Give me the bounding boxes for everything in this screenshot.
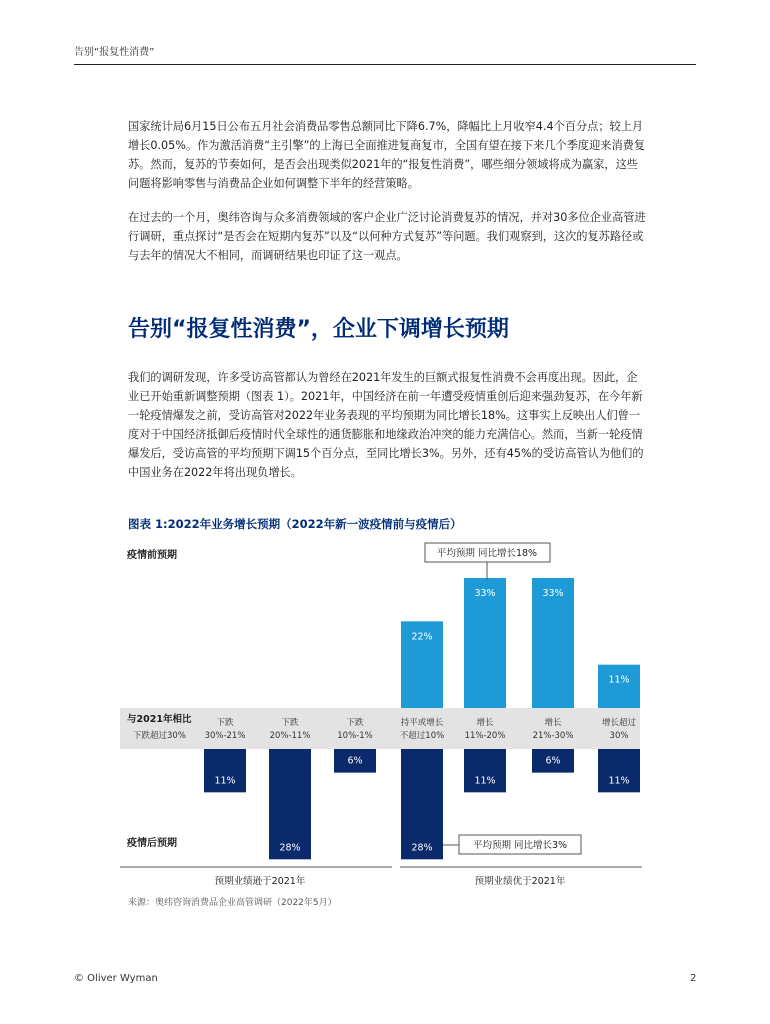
bar-before — [598, 665, 640, 708]
category-label: 30%-21% — [204, 731, 246, 741]
intro-paragraph-2: 在过去的一个月，奥纬咨询与众多消费领域的客户企业广泛讨论消费复苏的情况，并对30多位企业高管进行调研，重点探讨“是否会在短期内复苏”以及“以何种方式复苏”等问题。我们观察到，这次的复苏路径或与去年的情况大不相同，而调研结果也印证了这一观点。 — [128, 211, 646, 262]
source-note: 来源：奥纬咨询消费品企业高管调研（2022年5月） — [128, 898, 337, 908]
category-label: 10%-1% — [337, 731, 373, 741]
category-label: 增长 — [476, 718, 494, 728]
annotation-before-avg: 平均预期 同比增长18% — [436, 548, 538, 559]
axis-label: 与2021年相比 — [127, 714, 192, 725]
intro-paragraph-1: 国家统计局6月15日公布五月社会消费品零售总额同比下降6.7%，降幅比上月收窄4.4个百分点；较上月增长0.05%。作为激活消费“主引擎”的上海已全面推进复商复市，全国有望在接下来几个季度迎来消费复苏。然而，复苏的节奏如何，是否会出现类似2021年的“报复性消费”，哪些细分领域将成为赢家，这些问题将影响零售与消费品企业如何调整下半年的经营策略。 — [128, 120, 646, 190]
data-label-after: 28% — [411, 842, 433, 854]
body-paragraph: 我们的调研发现，许多受访高管都认为曾经在2021年发生的巨额式报复性消费不会再度出现。因此，企业已开始重新调整预期（图表 1）。2021年，中国经济在前一年遭受疫情重创后迎来强劲复苏，在今年新一轮疫情爆发之前，受访高管对2022年业务表现的平均预期为同比增长18%。这事实上反映出人们曾一度对于中国经济抵御后疫情时代全球性的通货膨胀和地缘政治冲突的能力充满信心。然而，当新一轮疫情爆发后，受访高管的平均预期下调15个百分点，至同比增长3%。另外，还有45%的受访高管认为他们的中国业务在2022年将出现负增长。 — [128, 371, 644, 479]
category-label: 11%-20% — [464, 731, 506, 741]
data-label-after: 11% — [214, 775, 236, 787]
series-label-after: 疫情后预期 — [127, 838, 177, 849]
data-label-before: 33% — [542, 587, 564, 599]
annotation-after-avg: 平均预期 同比增长3% — [472, 840, 568, 851]
page-number: 2 — [690, 973, 697, 984]
category-band — [120, 708, 640, 749]
label-better-than-2021: 预期业绩优于2021年 — [474, 876, 566, 887]
category-label: 持平或增长 — [400, 718, 444, 728]
label-worse-than-2021: 预期业绩逊于2021年 — [214, 876, 306, 887]
category-label: 下跌 — [216, 718, 234, 728]
category-label: 下跌 — [281, 718, 299, 728]
data-label-after: 11% — [474, 775, 496, 787]
data-label-after: 11% — [608, 775, 630, 787]
category-label: 不超过10% — [399, 731, 445, 741]
section-title: 告别“报复性消费”，企业下调增长预期 — [128, 317, 509, 342]
data-label-before: 33% — [474, 587, 496, 599]
category-label: 增长 — [544, 718, 562, 728]
chart-title: 图表 1:2022年业务增长预期（2022年新一波疫情前与疫情后） — [128, 517, 462, 531]
category-label: 增长超过 — [601, 718, 637, 728]
series-label-before: 疫情前预期 — [127, 550, 177, 561]
running-header: 告别“报复性消费” — [74, 47, 155, 58]
category-label: 21%-30% — [532, 731, 574, 741]
footer-copyright: © Oliver Wyman — [74, 973, 158, 984]
data-label-after: 6% — [347, 755, 363, 767]
data-label-before: 22% — [411, 631, 433, 643]
category-label: 30% — [609, 731, 629, 741]
category-label: 下跌超过30% — [133, 731, 186, 741]
data-label-after: 6% — [545, 755, 561, 767]
data-label-before: 11% — [608, 674, 630, 686]
category-label: 下跌 — [346, 718, 364, 728]
data-label-after: 28% — [279, 842, 301, 854]
header-divider — [74, 64, 696, 65]
growth-expectation-chart — [120, 538, 650, 893]
category-label: 20%-11% — [269, 731, 311, 741]
